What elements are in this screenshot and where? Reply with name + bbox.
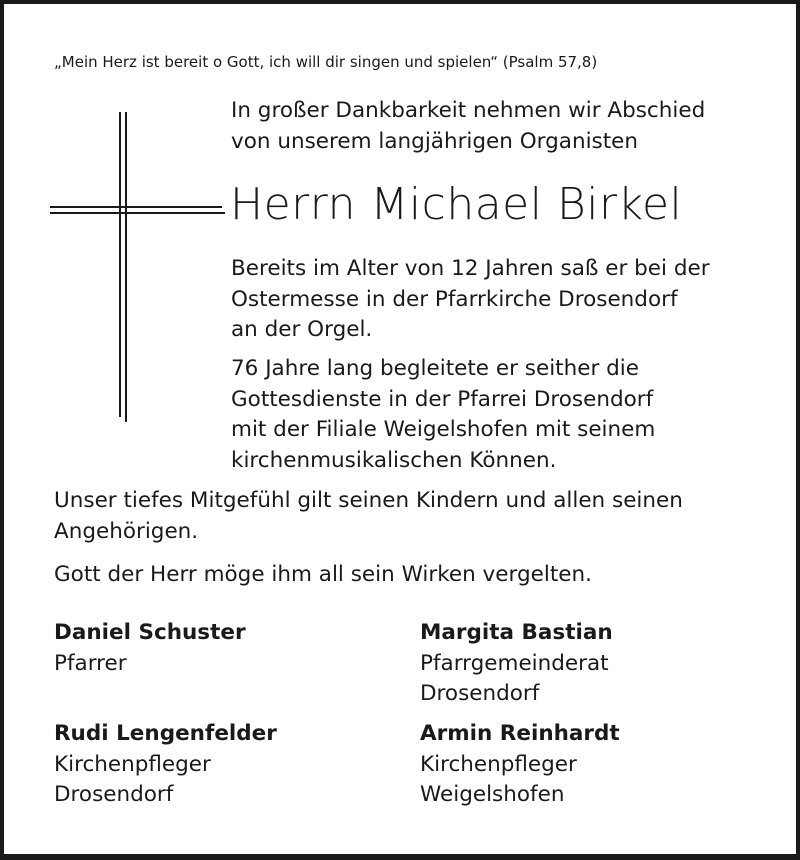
deceased-name: Herrn Michael Birkel bbox=[230, 179, 683, 230]
signature-block bbox=[54, 618, 246, 679]
signature-block bbox=[420, 719, 620, 811]
signatory-place: Weigelshofen bbox=[420, 782, 565, 807]
intro-line: In großer Dankbarkeit nehmen wir Abschied bbox=[231, 98, 706, 123]
text-line: an der Orgel. bbox=[231, 317, 373, 342]
text-line: Ostermesse in der Pfarrkirche Drosendorf bbox=[231, 286, 678, 312]
text-line: Gottesdienste in der Pfarrei Drosendorf bbox=[231, 386, 654, 412]
text-line: 76 Jahre lang begleitete er seither die bbox=[231, 356, 639, 381]
text-line: Angehörigen. bbox=[54, 518, 199, 544]
signatory-title: Kirchenpfleger bbox=[420, 751, 577, 777]
signatory-place: Drosendorf bbox=[420, 681, 540, 706]
intro-text bbox=[231, 95, 771, 157]
intro-line: von unserem langjährigen Organisten bbox=[231, 129, 639, 154]
signature-block bbox=[420, 618, 613, 710]
text-line: kirchenmusikalischen Können. bbox=[231, 447, 557, 473]
text-line: Bereits im Alter von 12 Jahren saß er bei der bbox=[231, 256, 710, 281]
biography-paragraph-1 bbox=[231, 254, 771, 346]
signatory-name: Rudi Lengenfelder bbox=[54, 721, 277, 746]
psalm-quote: „Mein Herz ist bereit o Gott, ich will dir singen und spielen“ (Psalm 57,8) bbox=[54, 53, 598, 71]
text-line: mit der Filiale Weigelshofen mit seinem bbox=[231, 417, 656, 442]
blessing-text: Gott der Herr möge ihm all sein Wirken vergelten. bbox=[54, 562, 592, 587]
condolence-text bbox=[54, 486, 774, 547]
signatory-title: Pfarrer bbox=[54, 650, 127, 676]
signature-block bbox=[54, 719, 277, 811]
signatory-name: Margita Bastian bbox=[420, 620, 613, 645]
signatory-title: Pfarrgemeinderat bbox=[420, 650, 609, 676]
biography-paragraph-2 bbox=[231, 354, 771, 476]
signatory-name: Daniel Schuster bbox=[54, 620, 246, 645]
cross-icon bbox=[50, 112, 225, 422]
signatory-title: Kirchenpfleger bbox=[54, 751, 211, 777]
text-line: Unser tiefes Mitgefühl gilt seinen Kindern und allen seinen bbox=[54, 488, 683, 513]
signatory-name: Armin Reinhardt bbox=[420, 721, 620, 746]
signatory-place: Drosendorf bbox=[54, 782, 174, 807]
